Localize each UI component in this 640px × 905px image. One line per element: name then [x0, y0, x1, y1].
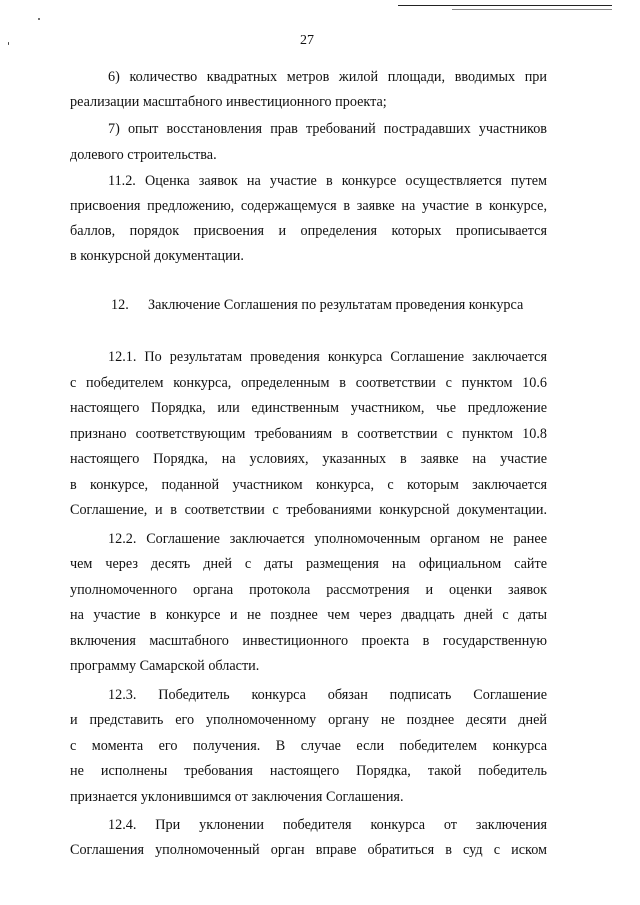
text-line: 12.1. По результатам проведения конкурса Соглашение заключается: [108, 349, 547, 365]
text-line: и представить его уполномоченному органу не позднее десяти дней: [70, 712, 547, 728]
text-line: программу Самарской области.: [70, 658, 260, 674]
section-number: 12.: [111, 297, 129, 313]
text-line: баллов, порядок присвоения и определения которых прописывается: [70, 223, 547, 239]
text-line: присвоения предложению, содержащемуся в заявке на участие в конкурсе,: [70, 198, 547, 214]
text-line: реализации масштабного инвестиционного проекта;: [70, 94, 387, 110]
text-line: в конкурсной документации.: [70, 248, 244, 264]
text-line: чем через десять дней с даты размещения на официальном сайте: [70, 556, 547, 572]
top-rule-short: [452, 9, 612, 10]
text-line: признается уклонившимся от заключения Соглашения.: [70, 789, 404, 805]
text-line: в конкурсе, поданной участником конкурса, с которым заключается: [70, 477, 547, 493]
text-line: 7) опыт восстановления прав требований пострадавших участников: [108, 121, 547, 137]
text-line: настоящего Порядка, или единственным участником, чье предложение: [70, 400, 547, 416]
text-line: включения масштабного инвестиционного проекта в государственную: [70, 633, 547, 649]
section-title: Заключение Соглашения по результатам проведения конкурса: [148, 297, 524, 313]
text-line: 11.2. Оценка заявок на участие в конкурсе осуществляется путем: [108, 173, 547, 189]
text-line: с момента его получения. В случае если победителем конкурса: [70, 738, 547, 754]
text-line: 12.2. Соглашение заключается уполномоченным органом не ранее: [108, 531, 547, 547]
text-line: 6) количество квадратных метров жилой площади, вводимых при: [108, 69, 547, 85]
text-line: Соглашения уполномоченный орган вправе обратиться в суд с иском: [70, 842, 547, 858]
text-line: признано соответствующим требованиям в соответствии с пунктом 10.8: [70, 426, 547, 442]
text-line: на участие в конкурсе и не позднее чем через двадцать дней с даты: [70, 607, 547, 623]
text-line: уполномоченного органа протокола рассмотрения и оценки заявок: [70, 582, 547, 598]
text-line: с победителем конкурса, определенным в соответствии с пунктом 10.6: [70, 375, 547, 391]
text-line: долевого строительства.: [70, 147, 217, 163]
text-line: 12.4. При уклонении победителя конкурса от заключения: [108, 817, 547, 833]
scan-mark: [38, 18, 40, 20]
text-line: настоящего Порядка, на условиях, указанных в заявке на участие: [70, 451, 547, 467]
text-line: 12.3. Победитель конкурса обязан подписать Соглашение: [108, 687, 547, 703]
top-rule: [398, 5, 612, 6]
text-line: Соглашение, и в соответствии с требованиями конкурсной документации.: [70, 502, 547, 518]
text-line: не исполнены требования настоящего Порядка, такой победитель: [70, 763, 547, 779]
page-number: 27: [300, 33, 314, 48]
